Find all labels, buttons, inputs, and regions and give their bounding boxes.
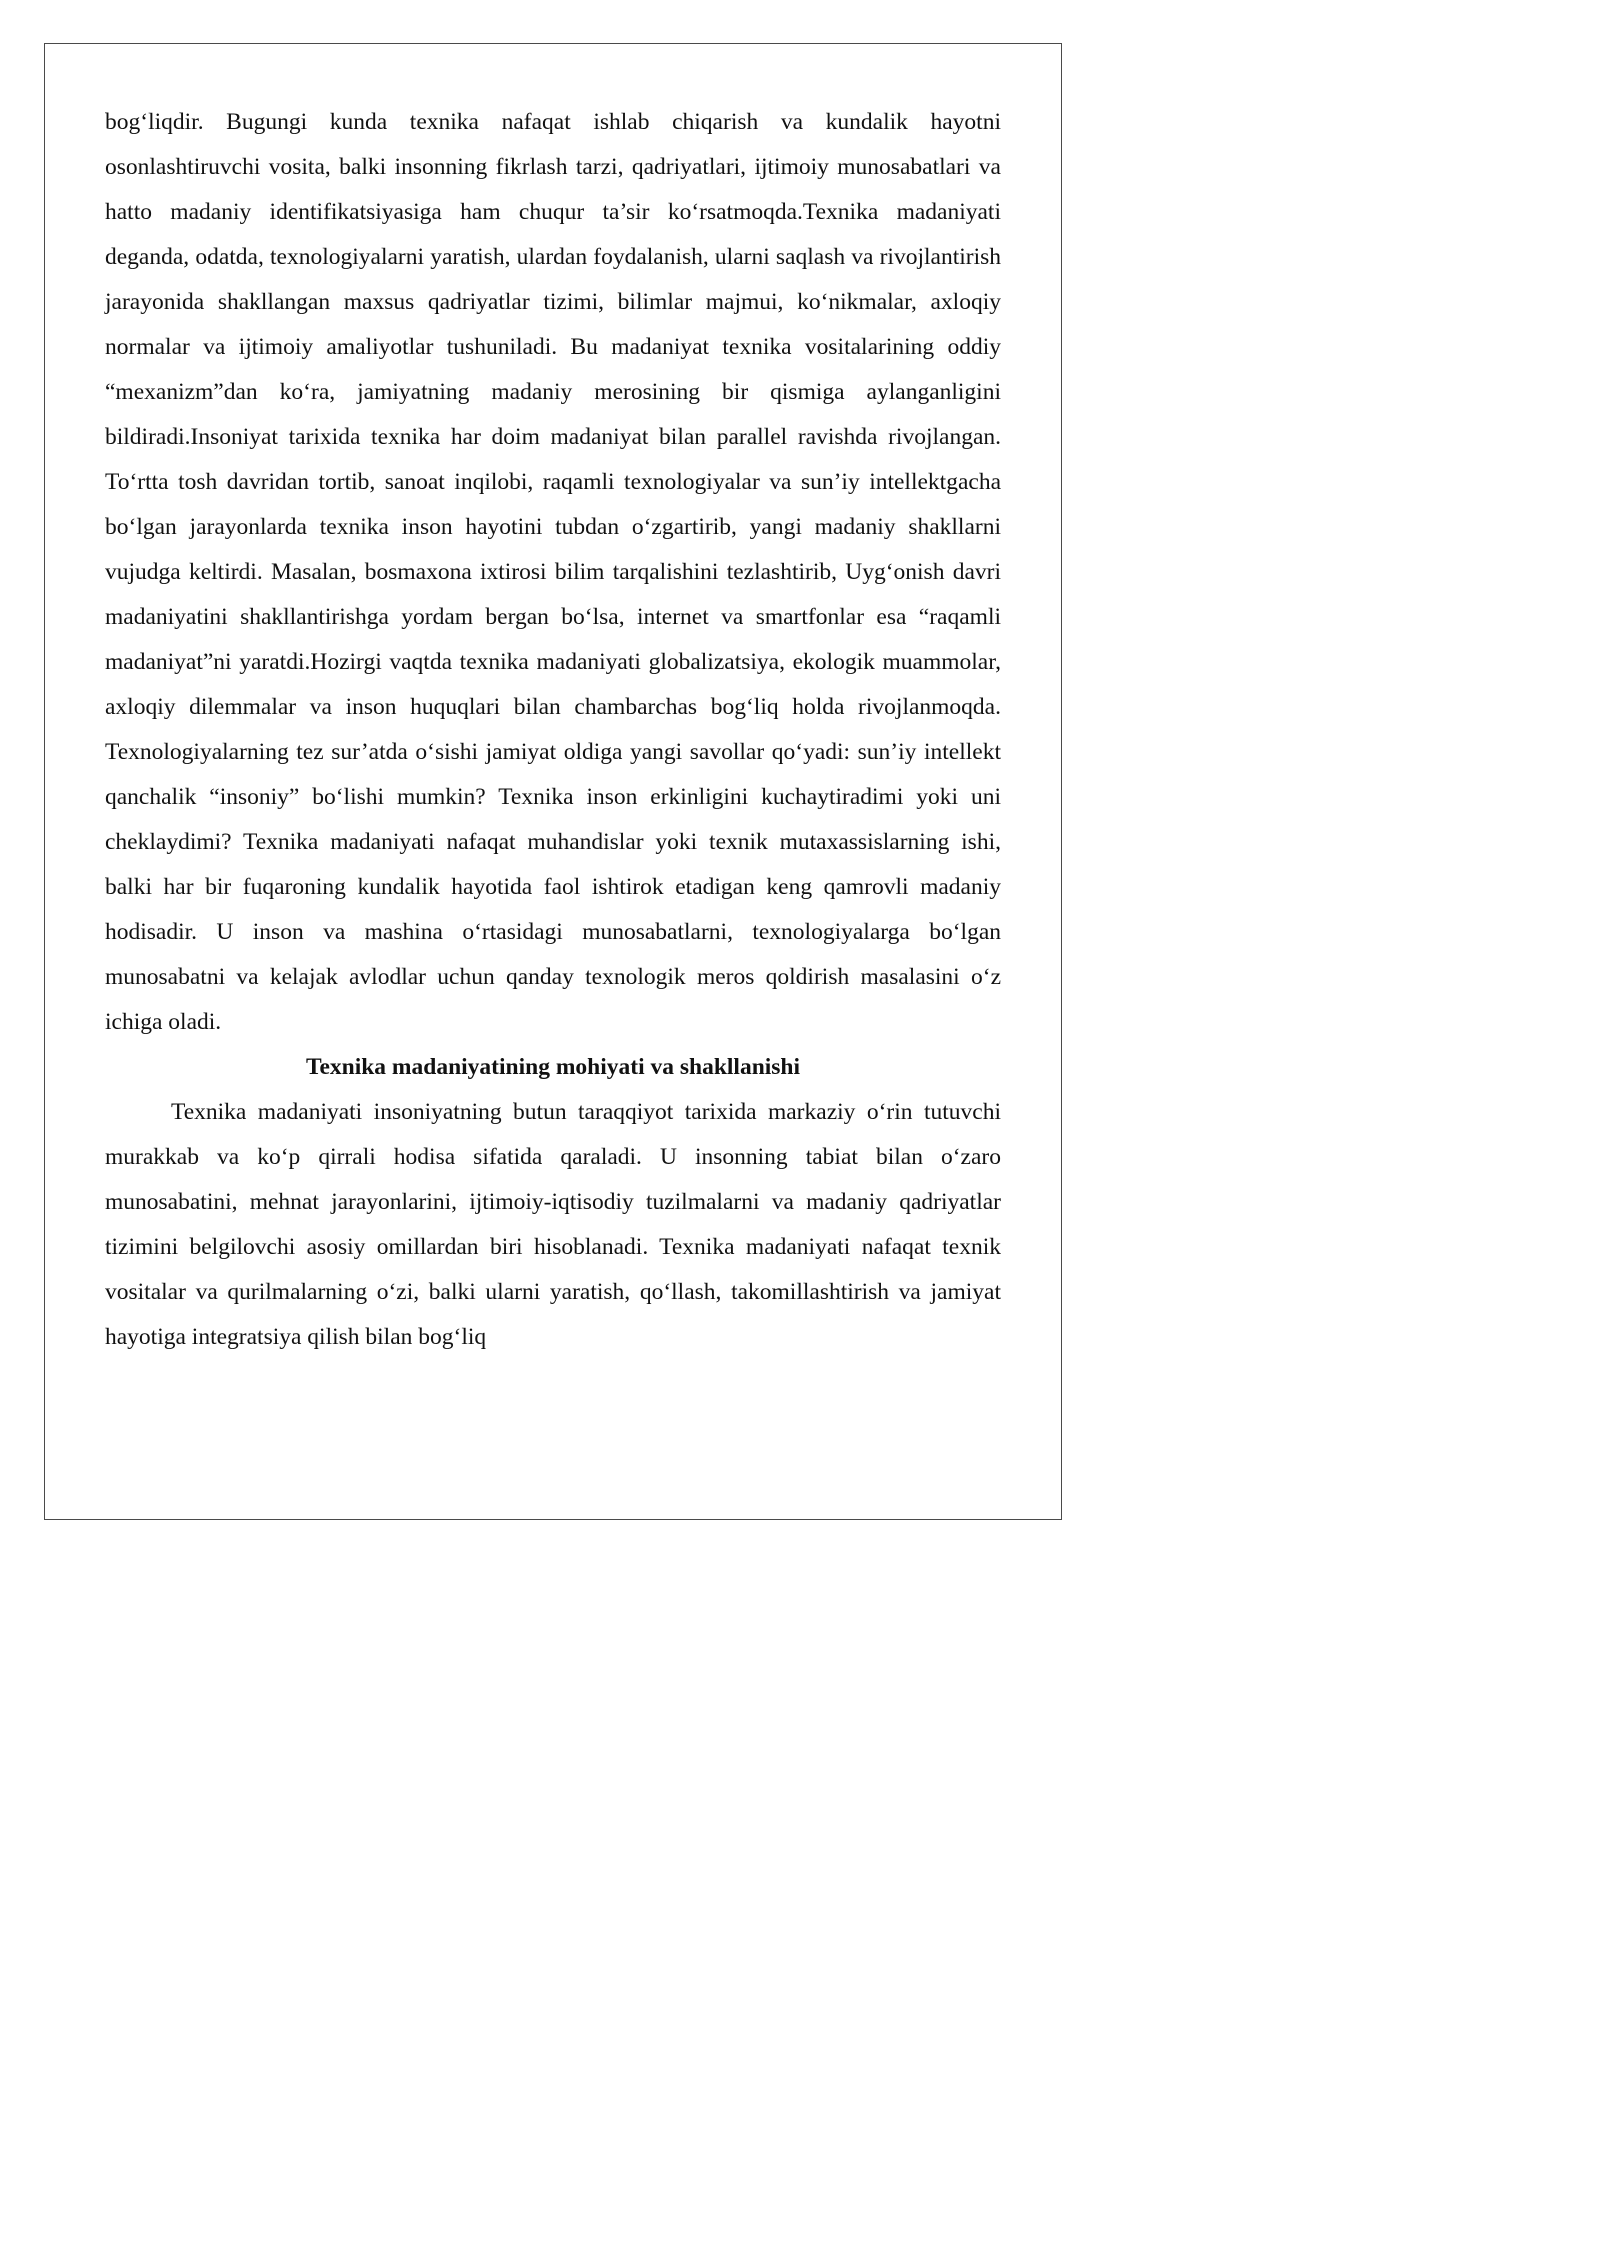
document-body <box>105 100 1001 1360</box>
body-paragraph: bog‘liqdir. Bugungi kunda texnika nafaqat ishlab chiqarish va kundalik hayotni osonlashtiruvchi vosita, balki insonning fikrlash tarzi, qadriyatlari, ijtimoiy munosabatlari va hatto madaniy identifikatsiyasiga ham chuqur ta’sir ko‘rsatmoqda.Texnika madaniyati deganda, odatda, texnologiyalarni yaratish, ulardan foydalanish, ularni saqlash va rivojlantirish jarayonida shakllangan maxsus qadriyatlar tizimi, bilimlar majmui, ko‘nikmalar, axloqiy normalar va ijtimoiy amaliyotlar tushuniladi. Bu madaniyat texnika vositalarining oddiy “mexanizm”dan ko‘ra, jamiyatning madaniy merosining bir qismiga aylanganligini bildiradi.Insoniyat tarixida texnika har doim madaniyat bilan parallel ravishda rivojlangan. To‘rtta tosh davridan tortib, sanoat inqilobi, raqamli texnologiyalar va sun’iy intellektgacha bo‘lgan jarayonlarda texnika inson hayotini tubdan o‘zgartirib, yangi madaniy shakllarni vujudga keltirdi. Masalan, bosmaxona ixtirosi bilim tarqalishini tezlashtirib, Uyg‘onish davri madaniyatini shakllantirishga yordam bergan bo‘lsa, internet va smartfonlar esa “raqamli madaniyat”ni yaratdi.Hozirgi vaqtda texnika madaniyati globalizatsiya, ekologik muammolar, axloqiy dilemmalar va inson huquqlari bilan chambarchas bog‘liq holda rivojlanmoqda. Texnologiyalarning tez sur’atda o‘sishi jamiyat oldiga yangi savollar qo‘yadi: sun’iy intellekt qanchalik “insoniy” bo‘lishi mumkin? Texnika inson erkinligini kuchaytiradimi yoki uni cheklaydimi? Texnika madaniyati nafaqat muhandislar yoki texnik mutaxassislarning ishi, balki har bir fuqaroning kundalik hayotida faol ishtirok etadigan keng qamrovli madaniy hodisadir. U inson va mashina o‘rtasidagi munosabatlarni, texnologiyalarga bo‘lgan munosabatni va kelajak avlodlar uchun qanday texnologik meros qoldirish masalasini o‘z ichiga oladi. <box>105 109 1001 1035</box>
section-heading: Texnika madaniyatining mohiyati va shakllanishi <box>305 1054 801 1080</box>
body-paragraph: Texnika madaniyati insoniyatning butun taraqqiyot tarixida markaziy o‘rin tutuvchi murakkab va ko‘p qirrali hodisa sifatida qaraladi. U insonning tabiat bilan o‘zaro munosabatini, mehnat jarayonlarini, ijtimoiy-iqtisodiy tuzilmalarni va madaniy qadriyatlar tizimini belgilovchi asosiy omillardan biri hisoblanadi. Texnika madaniyati nafaqat texnik vositalar va qurilmalarning o‘zi, balki ularni yaratish, qo‘llash, takomillashtirish va jamiyat hayotiga integratsiya qilish bilan bog‘liq <box>105 1099 1001 1350</box>
